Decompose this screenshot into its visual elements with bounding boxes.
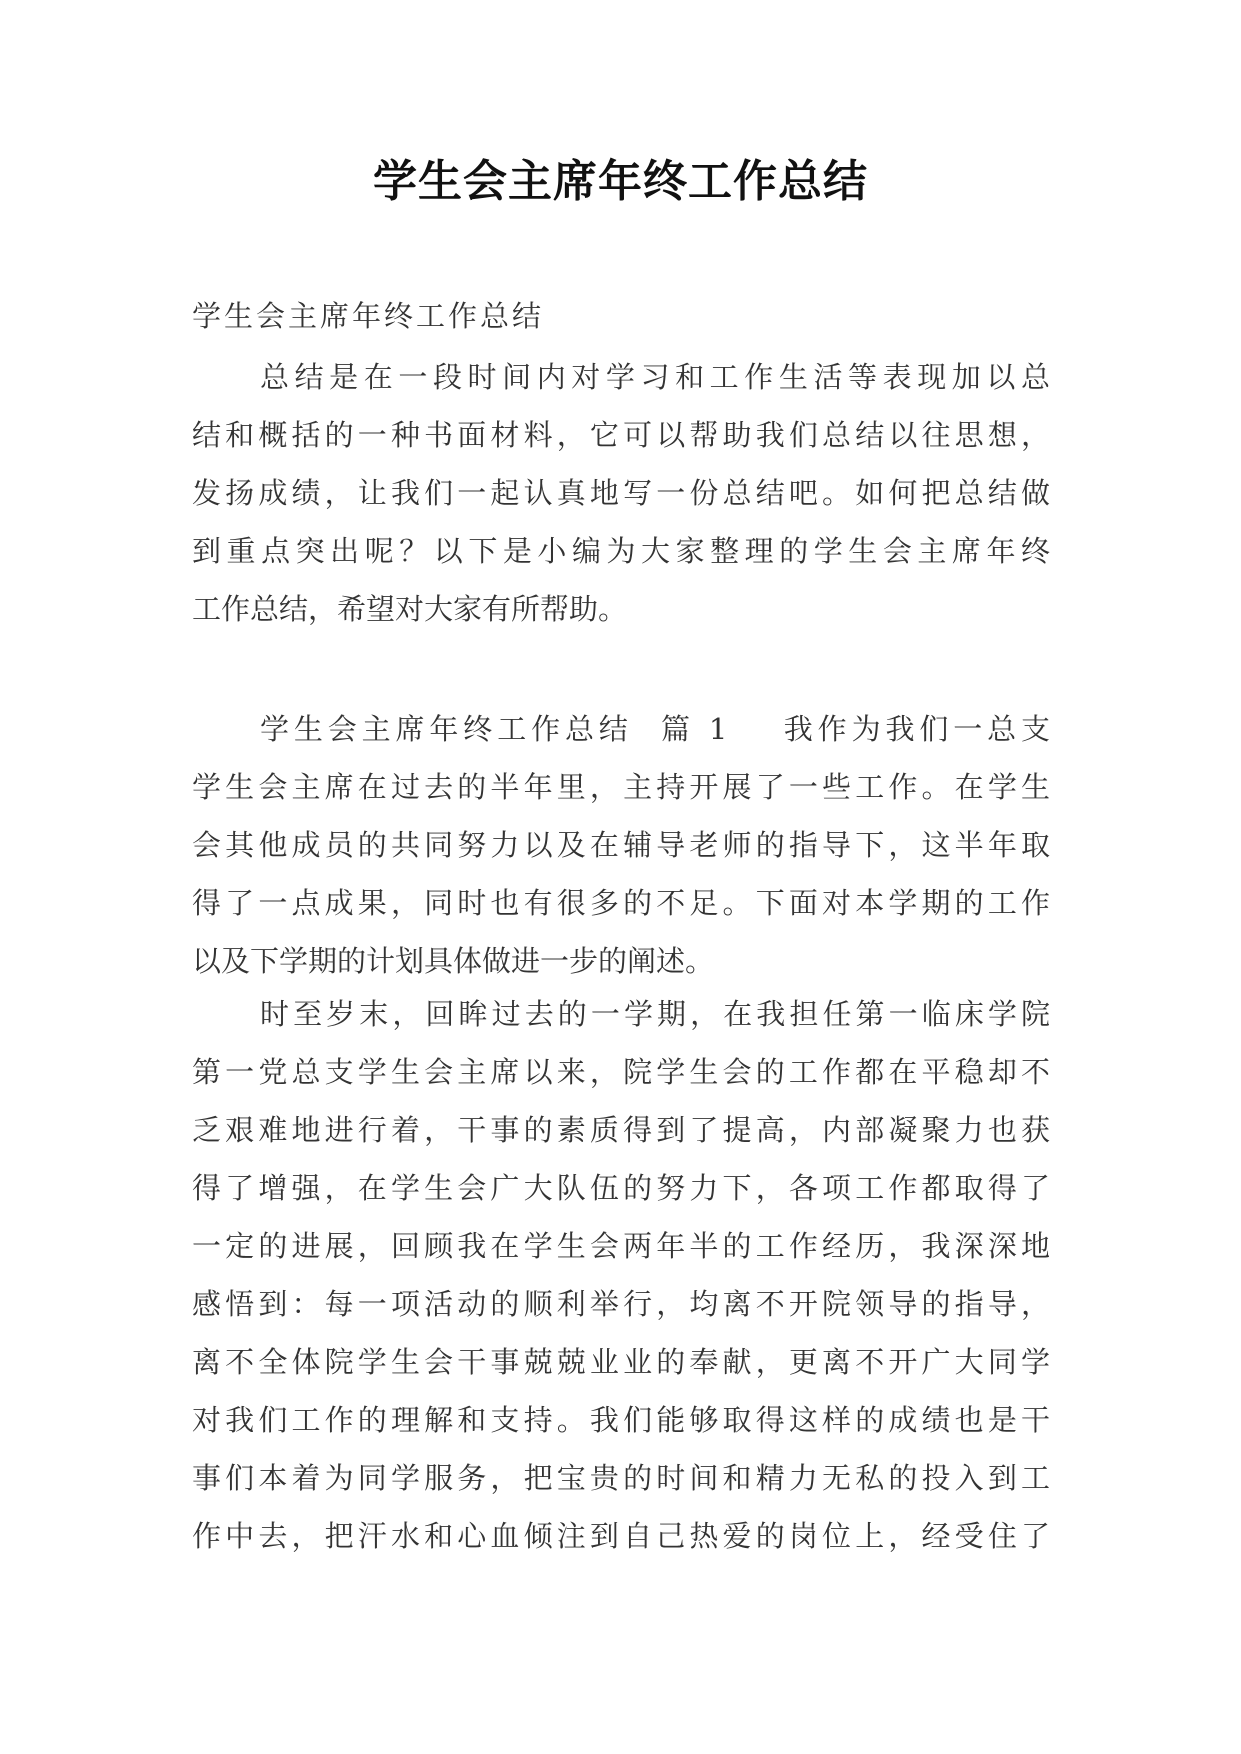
- paragraph-line: 会其他成员的共同努力以及在辅导老师的指导下，这半年取: [192, 828, 1050, 862]
- paragraph-line: 以及下学期的计划具体做进一步的阐述。: [192, 944, 715, 978]
- paragraph-line: 对我们工作的理解和支持。我们能够取得这样的成绩也是干: [192, 1403, 1050, 1437]
- paragraph-review: [192, 985, 1050, 1565]
- paragraph-line: 作中去，把汗水和心血倾注到自己热爱的岗位上，经受住了: [192, 1519, 1050, 1553]
- paragraph-intro: [192, 348, 1050, 638]
- paragraph-line: 一定的进展，回顾我在学生会两年半的工作经历，我深深地: [192, 1229, 1050, 1263]
- paragraph-line: 工作总结，希望对大家有所帮助。: [192, 592, 628, 626]
- paragraph-line: 学生会主席在过去的半年里，主持开展了一些工作。在学生: [192, 770, 1050, 804]
- paragraph-section-1: [192, 700, 1050, 990]
- document-subtitle: 学生会主席年终工作总结: [192, 299, 545, 333]
- paragraph-line: 得了增强，在学生会广大队伍的努力下，各项工作都取得了: [192, 1171, 1050, 1205]
- paragraph-line: 得了一点成果，同时也有很多的不足。下面对本学期的工作: [192, 886, 1050, 920]
- paragraph-line: 事们本着为同学服务，把宝贵的时间和精力无私的投入到工: [192, 1461, 1050, 1495]
- paragraph-line: 结和概括的一种书面材料，它可以帮助我们总结以往思想，: [192, 418, 1050, 452]
- document-title: 学生会主席年终工作总结: [373, 156, 868, 207]
- paragraph-line: 发扬成绩，让我们一起认真地写一份总结吧。如何把总结做: [192, 476, 1050, 510]
- paragraph-line: 学生会主席年终工作总结 篇 1 我作为我们一总支: [260, 712, 1050, 746]
- paragraph-line: 离不全体院学生会干事兢兢业业的奉献，更离不开广大同学: [192, 1345, 1050, 1379]
- paragraph-line: 到重点突出呢？以下是小编为大家整理的学生会主席年终: [192, 534, 1050, 568]
- paragraph-line: 时至岁末，回眸过去的一学期，在我担任第一临床学院: [260, 997, 1050, 1031]
- paragraph-line: 感悟到：每一项活动的顺利举行，均离不开院领导的指导，: [192, 1287, 1050, 1321]
- paragraph-line: 乏艰难地进行着，干事的素质得到了提高，内部凝聚力也获: [192, 1113, 1050, 1147]
- paragraph-line: 总结是在一段时间内对学习和工作生活等表现加以总: [260, 360, 1050, 394]
- paragraph-line: 第一党总支学生会主席以来，院学生会的工作都在平稳却不: [192, 1055, 1050, 1089]
